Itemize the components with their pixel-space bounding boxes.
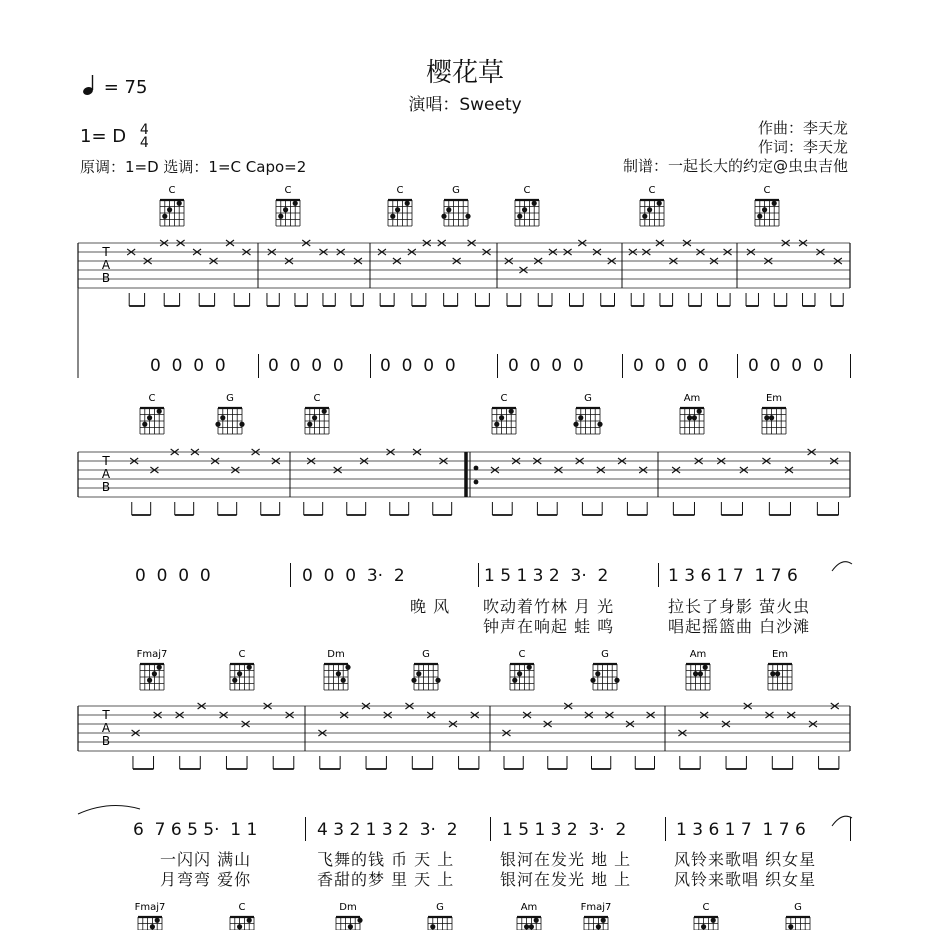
chord-name: C — [148, 393, 156, 404]
chord-name: Fmaj7 — [580, 902, 612, 913]
jianpu-measure: 0 0 0 0 — [748, 356, 824, 376]
chord-name: G — [794, 902, 802, 913]
tab-clef-a: A — [101, 721, 111, 735]
song-title: 樱花草 — [425, 58, 504, 88]
composer-credit: 作曲：李天龙 — [757, 119, 848, 137]
key-value: 1= D — [80, 126, 127, 147]
chord-name: C — [168, 185, 176, 196]
numbered-bar-line — [490, 817, 491, 841]
jianpu-measure: 0 0 0 3· 2 — [302, 566, 405, 586]
lyric-line-verse1: 飞舞的钱 币 天 上 — [317, 850, 455, 869]
tab-clef-a: A — [101, 467, 111, 481]
lyric-line-verse2: 银河在发光 地 上 — [500, 870, 632, 889]
lyric-line-verse1: 风铃来歌唱 织女星 — [674, 850, 817, 869]
chord-name: C — [238, 649, 246, 660]
tab-clef-b: B — [101, 271, 111, 285]
chord-name: C — [763, 185, 771, 196]
lyric-line-verse1: 一闪闪 满山 — [160, 850, 252, 869]
chord-name: Am — [683, 393, 701, 404]
singer-line: 演唱：Sweety — [408, 95, 522, 115]
numbered-bar-line — [850, 354, 851, 378]
time-bottom: 4 — [139, 135, 149, 151]
chord-name: G — [584, 393, 592, 404]
chord-name: Dm — [327, 649, 345, 660]
numbered-bar-line — [658, 563, 659, 587]
tab-clef-b: B — [101, 480, 111, 494]
jianpu-measure: 4 3 2 1 3 2 3· 2 — [317, 820, 458, 840]
numbered-bar-line — [737, 354, 738, 378]
lyric-line-verse2: 月弯弯 爱你 — [160, 870, 252, 889]
chord-name: Em — [771, 649, 789, 660]
jianpu-measure: 0 0 0 0 — [135, 566, 211, 586]
lyric-line-verse1: 晚 风 — [410, 597, 451, 616]
chord-name: Fmaj7 — [136, 649, 168, 660]
jianpu-measure: 1 3 6 1 7 1 7 6 — [676, 820, 806, 840]
jianpu-measure: 0 0 0 0 — [380, 356, 456, 376]
jianpu-measure: 0 0 0 0 — [508, 356, 584, 376]
chord-name: Fmaj7 — [134, 902, 166, 913]
lyric-line-verse2: 香甜的梦 里 天 上 — [317, 870, 455, 889]
chord-name: Am — [689, 649, 707, 660]
numbered-bar-line — [290, 563, 291, 587]
chord-name: C — [284, 185, 292, 196]
chord-name: G — [601, 649, 609, 660]
tab-clef-b: B — [101, 734, 111, 748]
lyric-line-verse1: 吹动着竹林 月 光 — [483, 597, 615, 616]
time-top: 4 — [139, 122, 149, 138]
arranger-credit: 制谱：一起长大的约定@虫虫吉他 — [622, 157, 848, 175]
tempo-value: = 75 — [103, 77, 148, 98]
jianpu-measure: 0 0 0 0 — [150, 356, 226, 376]
lyric-line-verse2: 风铃来歌唱 织女星 — [674, 870, 817, 889]
jianpu-measure: 1 3 6 1 7 1 7 6 — [668, 566, 798, 586]
chord-name: C — [238, 902, 246, 913]
chord-name: Am — [520, 902, 538, 913]
chord-name: C — [702, 902, 710, 913]
jianpu-measure: 0 0 0 0 — [633, 356, 709, 376]
lyric-line-verse2: 唱起摇篮曲 白沙滩 — [668, 617, 811, 636]
jianpu-measure: 6 7 6 5 5· 1 1 — [133, 820, 258, 840]
chord-name: G — [422, 649, 430, 660]
lyric-line-verse1: 银河在发光 地 上 — [500, 850, 632, 869]
numbered-bar-line — [305, 817, 306, 841]
lyricist-credit: 作词：李天龙 — [757, 138, 848, 156]
chord-name: C — [523, 185, 531, 196]
numbered-bar-line — [622, 354, 623, 378]
tab-clef-t: T — [102, 708, 110, 722]
chord-name: Em — [765, 393, 783, 404]
chord-name: C — [500, 393, 508, 404]
numbered-bar-line — [665, 817, 666, 841]
chord-name: C — [313, 393, 321, 404]
numbered-bar-line — [850, 817, 851, 841]
tab-clef-t: T — [102, 245, 110, 259]
chord-name: C — [396, 185, 404, 196]
chord-name: G — [436, 902, 444, 913]
lyric-line-verse1: 拉长了身影 萤火虫 — [668, 597, 811, 616]
chord-name: G — [226, 393, 234, 404]
lyric-line-verse2: 钟声在响起 蛙 鸣 — [483, 617, 615, 636]
numbered-bar-line — [258, 354, 259, 378]
chord-name: Dm — [339, 902, 357, 913]
jianpu-measure: 1 5 1 3 2 3· 2 — [502, 820, 627, 840]
numbered-bar-line — [370, 354, 371, 378]
chord-name: C — [648, 185, 656, 196]
chord-name: C — [518, 649, 526, 660]
original-key-line: 原调：1=D 选调：1=C Capo=2 — [80, 158, 307, 176]
tab-clef-a: A — [101, 258, 111, 272]
chord-name: G — [452, 185, 460, 196]
jianpu-measure: 0 0 0 0 — [268, 356, 344, 376]
jianpu-measure: 1 5 1 3 2 3· 2 — [484, 566, 609, 586]
numbered-bar-line — [497, 354, 498, 378]
tab-clef-t: T — [102, 454, 110, 468]
numbered-bar-line — [478, 563, 479, 587]
